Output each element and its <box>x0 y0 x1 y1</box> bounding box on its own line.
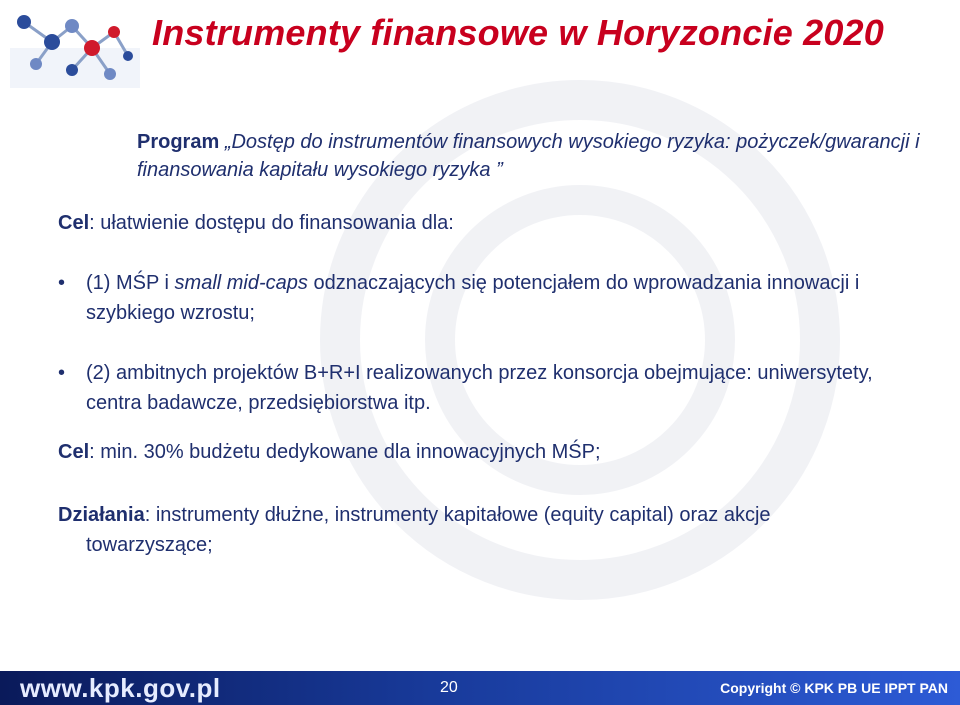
bullet-2-text: (2) ambitnych projektów B+R+I realizowanych przez konsorcja obejmujące: uniwersytety, centra badawcze, przedsiębiorstwa itp. <box>86 362 873 414</box>
footer-url-link[interactable]: www.kpk.gov.pl <box>20 673 221 703</box>
goal-label-2: Cel <box>58 441 90 463</box>
slide-title: Instrumenty finansowe w Horyzoncie 2020 <box>152 12 885 53</box>
bullet-1-italic: small mid-caps <box>174 272 308 294</box>
program-text: „Dostęp do instrumentów finansowych wysokiego ryzyka: pożyczek/gwarancji i finansowania kapitału wysokiego ryzyka ” <box>137 131 920 181</box>
kpk-logo-icon <box>10 8 140 88</box>
actions-text-2: towarzyszące; <box>86 534 213 556</box>
actions-label: Działania <box>58 504 145 526</box>
goal-line-1 <box>58 212 454 235</box>
program-paragraph <box>137 128 937 184</box>
goal-line-2 <box>58 441 601 464</box>
bullet-1-text: odznaczających się potencjałem do wprowadzania innowacji i szybkiego wzrostu; <box>86 272 860 324</box>
bullet-dot: • <box>58 362 66 384</box>
bullet-1-prefix: (1) MŚP i <box>86 272 175 294</box>
goal-text-1: : ułatwienie dostępu do finansowania dla: <box>89 212 454 234</box>
page-number: 20 <box>440 679 458 696</box>
actions-paragraph <box>58 500 938 560</box>
program-label: Program <box>137 131 220 153</box>
footer-bar <box>0 671 960 705</box>
goal-text-2: : min. 30% budżetu dedykowane dla innowacyjnych MŚP; <box>89 441 601 463</box>
copyright-text: Copyright © KPK PB UE IPPT PAN <box>720 680 948 696</box>
bullet-dot: • <box>58 272 66 294</box>
goal-label-1: Cel <box>58 212 90 234</box>
actions-text-1: : instrumenty dłużne, instrumenty kapitałowe (equity capital) oraz akcje <box>144 504 771 526</box>
